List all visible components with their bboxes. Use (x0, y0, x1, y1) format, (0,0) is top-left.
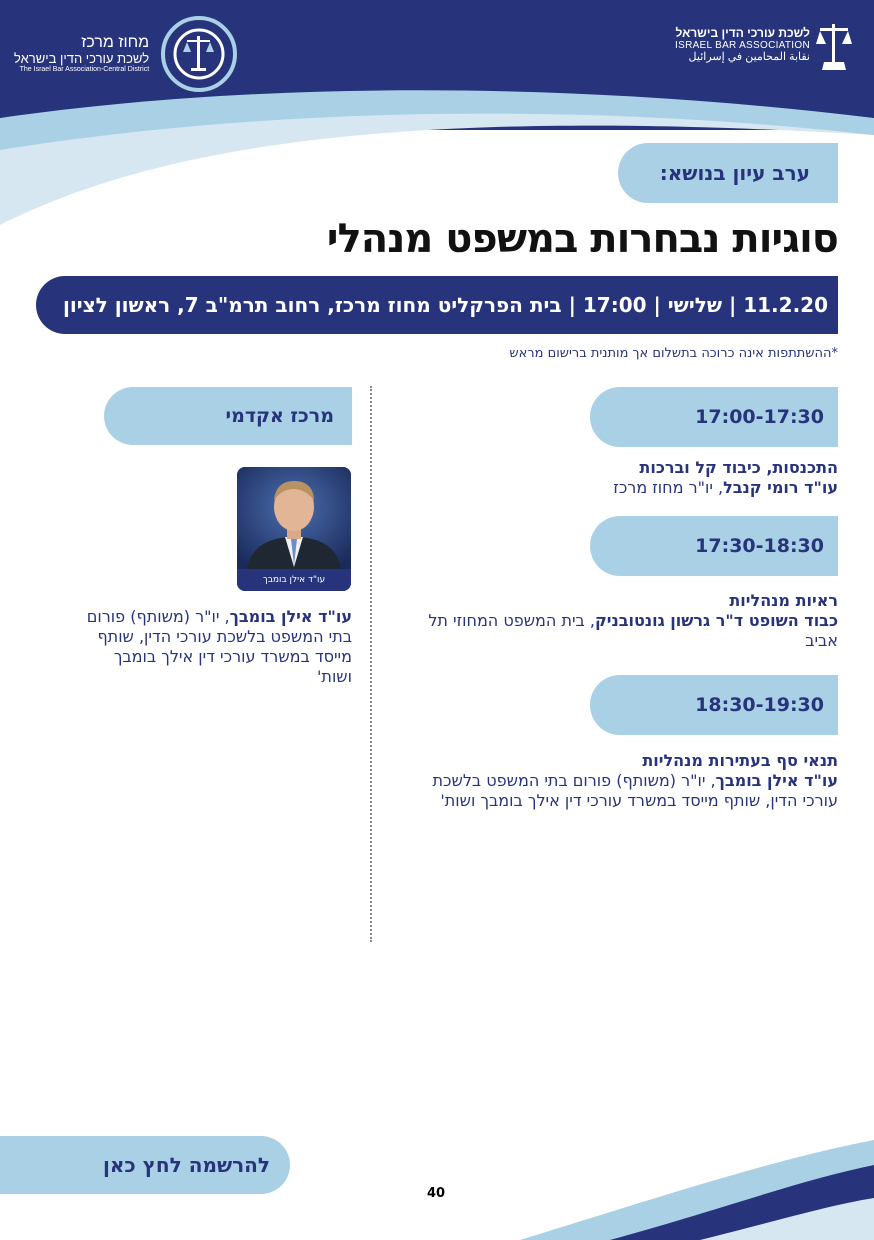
session-3-speaker-name: עו"ד אילן בומבך (715, 771, 838, 790)
scales-of-justice-icon (816, 18, 852, 72)
photo-caption: עו"ד אילן בומבך (237, 569, 351, 591)
session-3-heading: תנאי סף בעתירות מנהליות (642, 751, 838, 770)
iba-arabic-name: نقابة المحامين في إسرائيل (688, 51, 810, 64)
registration-note: *ההשתתפות אינה כרוכה בתשלום אך מותנית ברישום מראש (509, 346, 838, 361)
district-org-name: לשכת עורכי הדין בישראל (14, 50, 150, 66)
page-number: 40 (427, 1186, 446, 1201)
topic-label-pill: ערב עיון בנושא: (618, 143, 838, 203)
scales-seal-icon (159, 14, 239, 94)
iba-logo (675, 18, 852, 72)
time-slot-2: 17:30-18:30 (590, 516, 838, 576)
academic-center-label: מרכז אקדמי (104, 387, 352, 445)
speaker-bio-text: , יו"ר (משותף) פורום בתי המשפט בלשכת עורכי הדין, שותף מייסד במשרד עורכי דין אילך בומבך ושות' (86, 607, 352, 686)
district-english-name: The Israel Bar Association-Central District (19, 66, 150, 74)
time-slot-1: 17:00-17:30 (590, 387, 838, 447)
session-3-speaker-title: , יו"ר (משותף) פורום בתי המשפט בלשכת עורכי הדין, שותף מייסד במשרד עורכי דין אילך בומבך ושות' (432, 771, 838, 810)
page-title: סוגיות נבחרות במשפט מנהלי (326, 216, 838, 262)
column-divider (370, 386, 372, 942)
register-button[interactable]: להרשמה לחץ כאן (0, 1136, 290, 1194)
session-3 (418, 751, 838, 811)
speaker-bio (76, 607, 352, 687)
session-2-heading: ראיות מנהליות (729, 591, 838, 610)
session-1-heading: התכנסות, כיבוד קל וברכות (639, 458, 838, 477)
iba-hebrew-name: לשכת עורכי הדין בישראל (675, 25, 810, 40)
speaker-bio-name: עו"ד אילן בומבך (229, 607, 352, 626)
time-slot-3: 18:30-19:30 (590, 675, 838, 735)
session-1-speaker (418, 478, 838, 498)
session-2-speaker-title: , בית המשפט המחוזי תל אביב (428, 611, 838, 650)
session-1 (418, 458, 838, 498)
district-name: מחוז מרכז (81, 34, 150, 52)
session-2-speaker (418, 611, 838, 651)
session-1-speaker-name: עו"ד רומי קנבל (723, 478, 838, 497)
session-1-speaker-title: , יו"ר מחוז מרכז (613, 478, 724, 497)
iba-english-name: ISRAEL BAR ASSOCIATION (675, 39, 810, 51)
speaker-photo (237, 467, 351, 591)
session-3-speaker (418, 771, 838, 811)
central-district-logo (14, 14, 239, 94)
session-2-speaker-name: כבוד השופט ד"ר גרשון גונטובניק (594, 611, 838, 630)
speaker-portrait-image (237, 467, 351, 569)
event-details-bar: 11.2.20 | שלישי | 17:00 | בית הפרקליט מחוז מרכז, רחוב תרמ"ב 7, ראשון לציון (36, 276, 838, 334)
session-2 (418, 591, 838, 651)
